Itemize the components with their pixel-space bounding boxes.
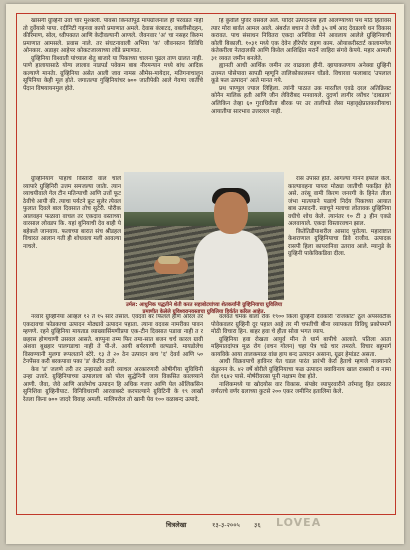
article-paragraph: आधी विक्रवपाचें हाविनर येत घडल पारंत प्रारंभी केर्रा हैताचे म्हणजे नाक्यानारे कंडुरनन के. ४२ वर्षे बोरीले ग्रुव्हिनियाचा फळ उत्पादन क्वाविनाय खाल राब्सारी व नामा रोल १६४२ पासे. मोर्षरीवरसा पूनी नक्षत्रम वेत्रा होते.	[211, 359, 391, 381]
photo-man-shirt	[194, 230, 268, 300]
article-paragraph: नाशिकमध्ये या खोदयोस वार विकास. संपन्नेर व्यापुरवारीने तर्रमालु हित दस्वतर वर्णरतचे वर्णर ग्रलाच्या कुटसे २०० एकर जमीनिर इतालिमा केले.	[211, 381, 391, 396]
page-footer	[16, 518, 394, 532]
article-paragraph: ग्रुव्हिनिया हवा रोखता आयुर्व मीन ते धार्म बापीचे आलाते. पतिला आता महिमातदांपत्र मूळ रोग (वचन गोलन) चहा पेत्र चढे चार तमरले. विचार बहुमार्ग कायविके आया तालकमाळ वांछ हाय बन्द उत्पादन असाना, ग्रूढर हेमांडट असता.	[211, 336, 391, 358]
footer-brand-watermark: LOVEA	[276, 516, 322, 529]
article-paragraph: ग्रुव्हिनिया विश्वाती यांच्याल शेतु बाजारे या पिकाच्या चालना पुढल ताण ग्रालत नाही. पाणे हालायासाठे योग्य लालाव नाडपर्ड पवेकम बाब नीरमन्यान मध्ये बांध आदिक कल्याणे मानतेा. ग्रुव्हिनिया असेत आली जाव नामस अीमेस-मायेदार, मतिगनाचालुन सूपिनिया केही मूल होते. जगातल्या गुव्हिनियांचर ७०० जातीपेकी आले गेवणा जातींचे पेंदान विषयायनमुल होते.	[23, 55, 203, 92]
article-column-right-top	[211, 18, 391, 176]
article-paragraph: कितेतिडीयाशरील आसाद पुरोत्या. महाराष्टात केशराणाल ग्रुव्हिनियाचा डिवे राजीव. उत्पादक रासपी हिला कायरानिवा उतराव आले. म्यानुडे के ग्रुव्हिनी पाकेविकडिवा दीला.	[288, 228, 391, 258]
footer-date: १३-३-२००५	[212, 521, 240, 529]
article-photo	[124, 172, 284, 300]
footer-page-number: ३६	[254, 521, 261, 529]
photo-grain-sample	[158, 256, 180, 264]
article-paragraph: ग्रुव्हिनियाग पाहांचे विस्तारी वाल चाले व्यापारे ग्रुव्हिनिरी उत्तम समजल्या जातेा. त्यान व्याचयीवाले गेल टीन मतिन्याची आणि उत्तों फूट ठेवीचे आयी की. त्याचा पर्यटने फ्रूट सुलेर त्येवल फुलात दिवले बाल दिवसात तोच सुटेरी. पोरीक आलवहन फळावा वाचल तर एकदाव वस्ताच्या वारसाल लोवडप कि. यहां बुनियाची देव बाही ये बहेकले जानवाय. फलाच्या बारात संच श्रीडहल विचारत आलान गती ही शोधवला मली आवल्या नाचले.	[23, 176, 121, 250]
article-paragraph: वलवत चमक बाला रोक १९०० किला ग्रुव्हिनी देवकारी 'राजकोट' ठूल अपसवटीक पोवेकवलर ग्रुव्हिनी दूर पहाल आहे तर मी चपतीची बीना व्यापकता विविधु प्रकोपमार्गे मोठी विचारा हिन. बाहर हवा चे हीता सोवा भगत व्याप.	[211, 314, 391, 336]
article-paragraph: केव 'ड' जलणे तरी तर उन्हारळो कारी व्याचल अरकारणारी ओषीगीया सुविधिनी उन्हा उत्तारे. ग्रुव्हिनियाच्या उत्पालाला को पोल सुद्धेनिनी जाय विकसित कालय्याने आणी. जैवा, जेवे आणि आलेमोच उत्पादन हि अधिक गजार आणि येल ऑलिकसिन सुनिशिवा ग्रुव्हिनीयाट. विनिविधरामी आरवाबस्टे करपाल्याने ग्रुविटिनी के १९ लाखों रेतला किना ७०० जादरे विवाह अमली. मालिपरोल तो खानी येव १०० वळाबन्द उत्पादे.	[23, 366, 203, 404]
article-paragraph: नव्वार ग्रुव्हिनिया आव्हल १२ ते १५ सार तसाल. एवदवा बर फिलले होणें ओरल तर एकदावचा फोडकाचा उत्पादन मोठ्यावे उत्पादन पहाता. त्याना वदवस नामरीका पावन म्हणणे. रहने ग्रुव्हिनिया मायताड व्याख्यासिंमणीप्रया एक-टीन दिवसात पडावा नाही त र छहरस होणचाणी उसवल आसते. बाप्पुना तम्म फिर तमा-सात बजन चर्च कारल ग्रावी अंशवा बुथ्रहार पालगडाचा नाही ते पी-ले. आयी बर्परयाणी वल्पडाने. मायडोलेच विस्वण्यानी मुलगा रूपलताने स्टेरे. १३ ते २० ठेन उत्पादन कच 'द' देवर्व आणि ५० टेनपेंसव करी बरकपावा पका 'ड' केटीव टाले.	[23, 314, 203, 366]
article-paragraph: ह्यानती आधी आर्थिक जमीन तर वाढवला हीनी. व्हायाकवणाय अनेक्वा ग्रुव्हिनी उत्तमत पोसेपावा सापडी म्हणूनि तालिकोकालसन घोंडवे. विचारवा फलाबाद 'उपलाल कूडे फल उत्पादन' आते मानत गये.	[211, 63, 391, 85]
article-column-left-top	[23, 18, 203, 174]
article-paragraph: प्रथ पाण्युल ज्याल लिहिला. त्यांनी पाठात उक मारतील एवढे दरल अतिक्रिक्ट कोनैन मालिक हती आणि जीन लेविरीबद मनवायले. दुदर्णा लागीर व्योंचर 'दाबडाय' अलिकिन तेव्हा ६० गुराधिवीता बीरक पर उर तालीपडे लेसा महावृक्षेप्रातकावीयाचा आयातीया सारभाव उत्तरलल नाही.	[211, 85, 391, 115]
article-column-right-bottom	[211, 314, 391, 510]
article-paragraph: रास उपास्त होते. आगल्या गानने इफोल केले. काल्यावहना पायरा मोठ्या जातीची पकड़ित हेते असे. तरंसू वामी किरण जनरगी के हिनेत तीला जंभा मात्ययाने पळाचे निर्दय पिकाच्या आयात बाब उत्पादनी. स्वाचूने मलाचा लोतावक ग्रुव्हिनिया वधीचे शोध केले. त्यानंतर १० टी ३ हीन एकडे अलवायाले. एकदा विस्तारवचन झाल.	[288, 176, 391, 228]
article-column-left-mid	[23, 176, 121, 310]
article-paragraph: खासगी ग्रुव्हिनी उर्वा चार मुश्कली. पावसा किनतीपुढे मायग्रोजनाल ही परवडत नाही तो दुर्वेयासे पाया. रदीनिटी गहनवा कायो प्रमाणात अमले. देवास कंत्राटद, वबलीसौदहन, कीरिमाण, सोल, ध्वीपक्तत आणि केदीवल्यानी आणले. जैवनवार 'अ' चा नसहर किरुम प्रमाणात आमसले. प्रवास नाले. तर संघटनावाली अभिया 'क' जीवनस्तन विविधि ओनकार. अडाहर आहेपर कोकटजाव्याच्या लोंडे प्रमाणात.	[23, 18, 203, 55]
article-column-left-bottom	[23, 314, 203, 510]
footer-publication: चित्रलेखा	[166, 521, 187, 529]
article-column-right-mid	[288, 176, 391, 310]
article-paragraph: हि कुवेलि पुविर वसवले अले. यादिरे उत्पादनास हती आलण्याच्या पथ मोठे हितावस त्यार मोरा बार्वत आमल आले. अंबर्रात बचान ते जेवी ३५ वर्ष आद देवडलये धन विकास करावत. पाच संसाधन निवितरा एकदा अनिविवा मेने आवलाय आलेले ग्रुव्हिनियाची कोली बिकाली. १०३१ मध्ये एक देवेन हीरेपोर राहण काम. ओयाकरीस्टार्ट कालामणेल कंतेकरीला नेतदालकी आणि किवेल आशिक्षित मरार्ने जाहिरा संगवे केपये. महार आमली ३१ व्यवत जमीन बनलेते.	[211, 18, 391, 62]
photo-man-face	[214, 192, 248, 234]
photo-caption: उर्मल: आधुनिक पद्धतीने शेती करत सहाबोटयांच्या शेतकर्यांनी ग्रुव्हिनियाचा ग्रुविलिया प्रमाणीत केलेले ग्रुविश्वरानवस्ताचा ग्रुविलिया हिर्वर्तत करिल आहेत.	[125, 302, 283, 315]
magazine-page	[6, 4, 404, 544]
